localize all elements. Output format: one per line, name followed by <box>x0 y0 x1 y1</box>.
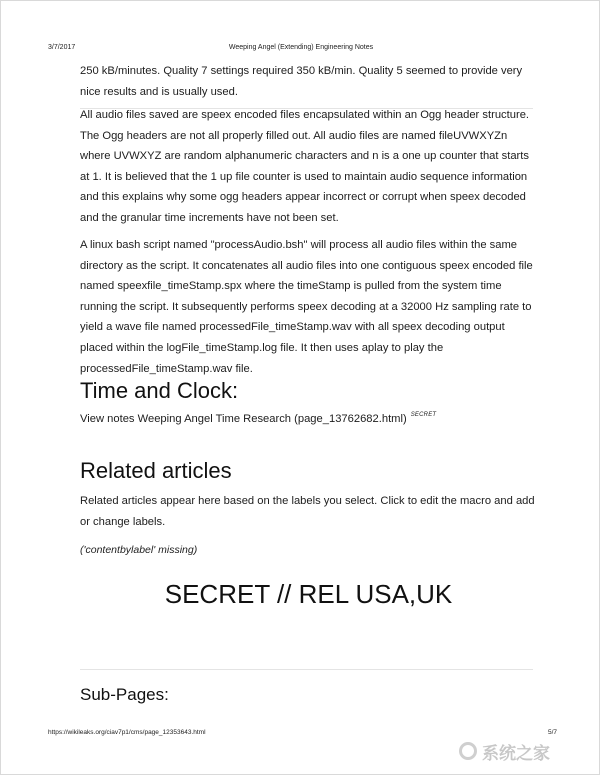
heading-related-articles: Related articles <box>80 458 232 483</box>
related-articles-text: Related articles appear here based on the labels you select. Click to edit the macro and add or change labels. <box>80 495 535 528</box>
macro-missing-note: ('contentbylabel' missing) <box>80 544 198 556</box>
paragraph-process-script: A linux bash script named "processAudio.bsh" will process all audio files within the same directory as the script. It concatenates all audio files into one contiguous speex encoded file named speexfile_timeStamp.spx where the timeStamp is pulled from the system time running the script. It subsequently performs speex decoding at a 32000 Hz sampling rate to yield a wave file named processedFile_timeStamp.wav with all speex decoding output placed within the logFile_timeStamp.log file. It then uses aplay to play the processedFile_timeStamp.wav file. <box>80 239 533 375</box>
watermark <box>459 738 589 764</box>
heading-sub-pages: Sub-Pages: <box>80 685 169 704</box>
footer-url[interactable]: https://wikileaks.org/ciav7p1/cms/page_12353643.html <box>48 729 206 736</box>
header-title: Weeping Angel (Extending) Engineering Notes <box>228 44 374 51</box>
header-date: 3/7/2017 <box>48 44 76 51</box>
time-research-note <box>80 405 540 430</box>
watermark-text: 系统之家 <box>482 743 550 763</box>
classification-banner: SECRET // REL USA,UK <box>164 579 453 609</box>
divider-subpages <box>80 669 533 670</box>
heading-time-clock: Time and Clock: <box>80 378 239 403</box>
footer-page-number: 5/7 <box>548 729 558 736</box>
watermark-logo-icon <box>459 742 477 760</box>
paragraph-audio-files: All audio files saved are speex encoded files encapsulated within an Ogg header structure. The Ogg headers are not all properly filled out. All audio files are named fileUVWXYZn where UVWXYZ are random alphanumeric characters and n is a one up counter that starts at 1. It is believed that the 1 up file counter is used to maintain audio sequence information and this explains why some ogg headers appear incorrect or corrupt when speex decoded and the granular time increments have not been set. <box>80 109 530 224</box>
time-research-link[interactable]: View notes Weeping Angel Time Research (page_13762682.html) <box>80 413 407 425</box>
classification-marking: SECRET <box>410 412 437 418</box>
paragraph-quality: 250 kB/minutes. Quality 7 settings required 350 kB/min. Quality 5 seemed to provide very nice results and is usually used. <box>80 65 523 98</box>
